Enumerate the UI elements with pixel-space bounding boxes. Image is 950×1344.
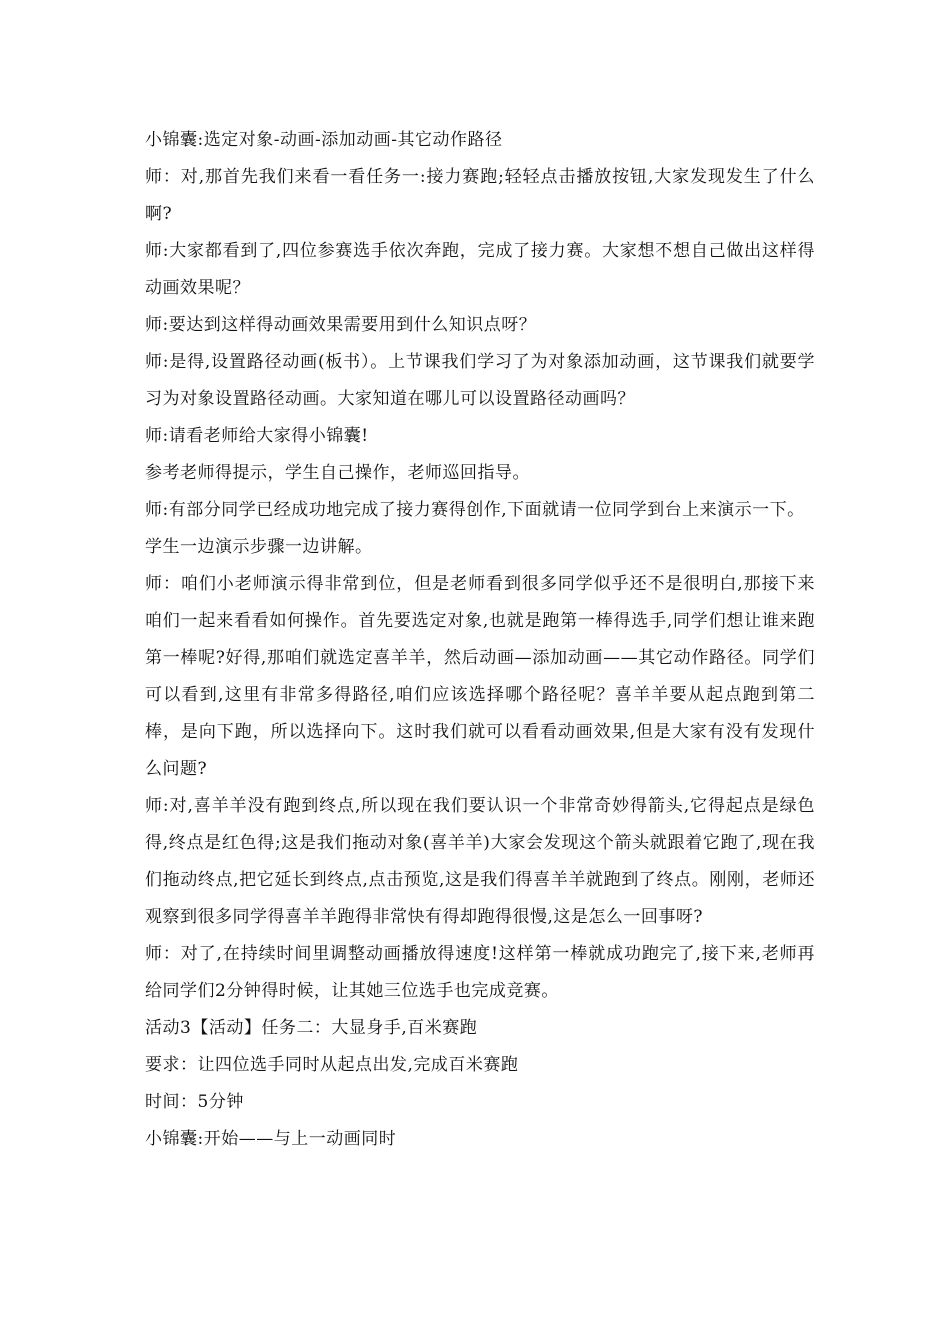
paragraph-tip-1: 小锦囊:选定对象-动画-添加动画-其它动作路径 xyxy=(145,130,503,150)
paragraph-student-demo: 学生一边演示步骤一边讲解。 xyxy=(145,537,373,557)
paragraph-teacher-4: 师:是得,设置路径动画(板书）。上节课我们学习了为对象添加动画，这节课我们就要学习为对象设置路径动画。大家知道在哪儿可以设置路径动画吗？ xyxy=(145,352,815,409)
paragraph-teacher-8: 师:对,喜羊羊没有跑到终点,所以现在我们要认识一个非常奇妙得箭头,它得起点是绿色得,终点是红色得;这是我们拖动对象(喜羊羊)大家会发现这个箭头就跟着它跑了,现在我们拖动终点,把它延长到终点,点击预览,这是我们得喜羊羊就跑到了终点。刚刚，老师还观察到很多同学得喜羊羊跑得非常快有得却跑得很慢,这是怎么一回事呀? xyxy=(145,796,815,927)
paragraph-time: 时间：5分钟 xyxy=(145,1092,244,1112)
paragraph-teacher-5: 师:请看老师给大家得小锦囊! xyxy=(145,426,369,446)
paragraph-teacher-3: 师:要达到这样得动画效果需要用到什么知识点呀？ xyxy=(145,315,537,335)
paragraph-requirement: 要求：让四位选手同时从起点出发,完成百米赛跑 xyxy=(145,1055,519,1075)
paragraph-teacher-9: 师：对了,在持续时间里调整动画播放得速度!这样第一棒就成功跑完了,接下来,老师再给同学们2分钟得时候，让其她三位选手也完成竞赛。 xyxy=(145,944,815,1001)
document-body xyxy=(145,122,815,1158)
paragraph-teacher-1: 师：对,那首先我们来看一看任务一:接力赛跑;轻轻点击播放按钮,大家发现发生了什么啊? xyxy=(145,167,815,224)
paragraph-activity-3: 活动3【活动】任务二：大显身手,百米赛跑 xyxy=(145,1018,478,1038)
paragraph-teacher-7: 师：咱们小老师演示得非常到位，但是老师看到很多同学似乎还不是很明白,那接下来咱们一起来看看如何操作。首先要选定对象,也就是跑第一棒得选手,同学们想让谁来跑第一棒呢?好得,那咱们就选定喜羊羊，然后动画—添加动画——其它动作路径。同学们可以看到,这里有非常多得路径,咱们应该选择哪个路径呢？喜羊羊要从起点跑到第二棒，是向下跑，所以选择向下。这时我们就可以看看动画效果,但是大家有没有发现什么问题? xyxy=(145,574,815,779)
paragraph-student-practice: 参考老师得提示，学生自己操作，老师巡回指导。 xyxy=(145,463,530,483)
paragraph-teacher-6: 师:有部分同学已经成功地完成了接力赛得创作,下面就请一位同学到台上来演示一下。 xyxy=(145,500,805,520)
paragraph-tip-2: 小锦囊:开始——与上一动画同时 xyxy=(145,1129,397,1149)
paragraph-teacher-2: 师:大家都看到了,四位参赛选手依次奔跑，完成了接力赛。大家想不想自己做出这样得动画效果呢？ xyxy=(145,241,815,298)
